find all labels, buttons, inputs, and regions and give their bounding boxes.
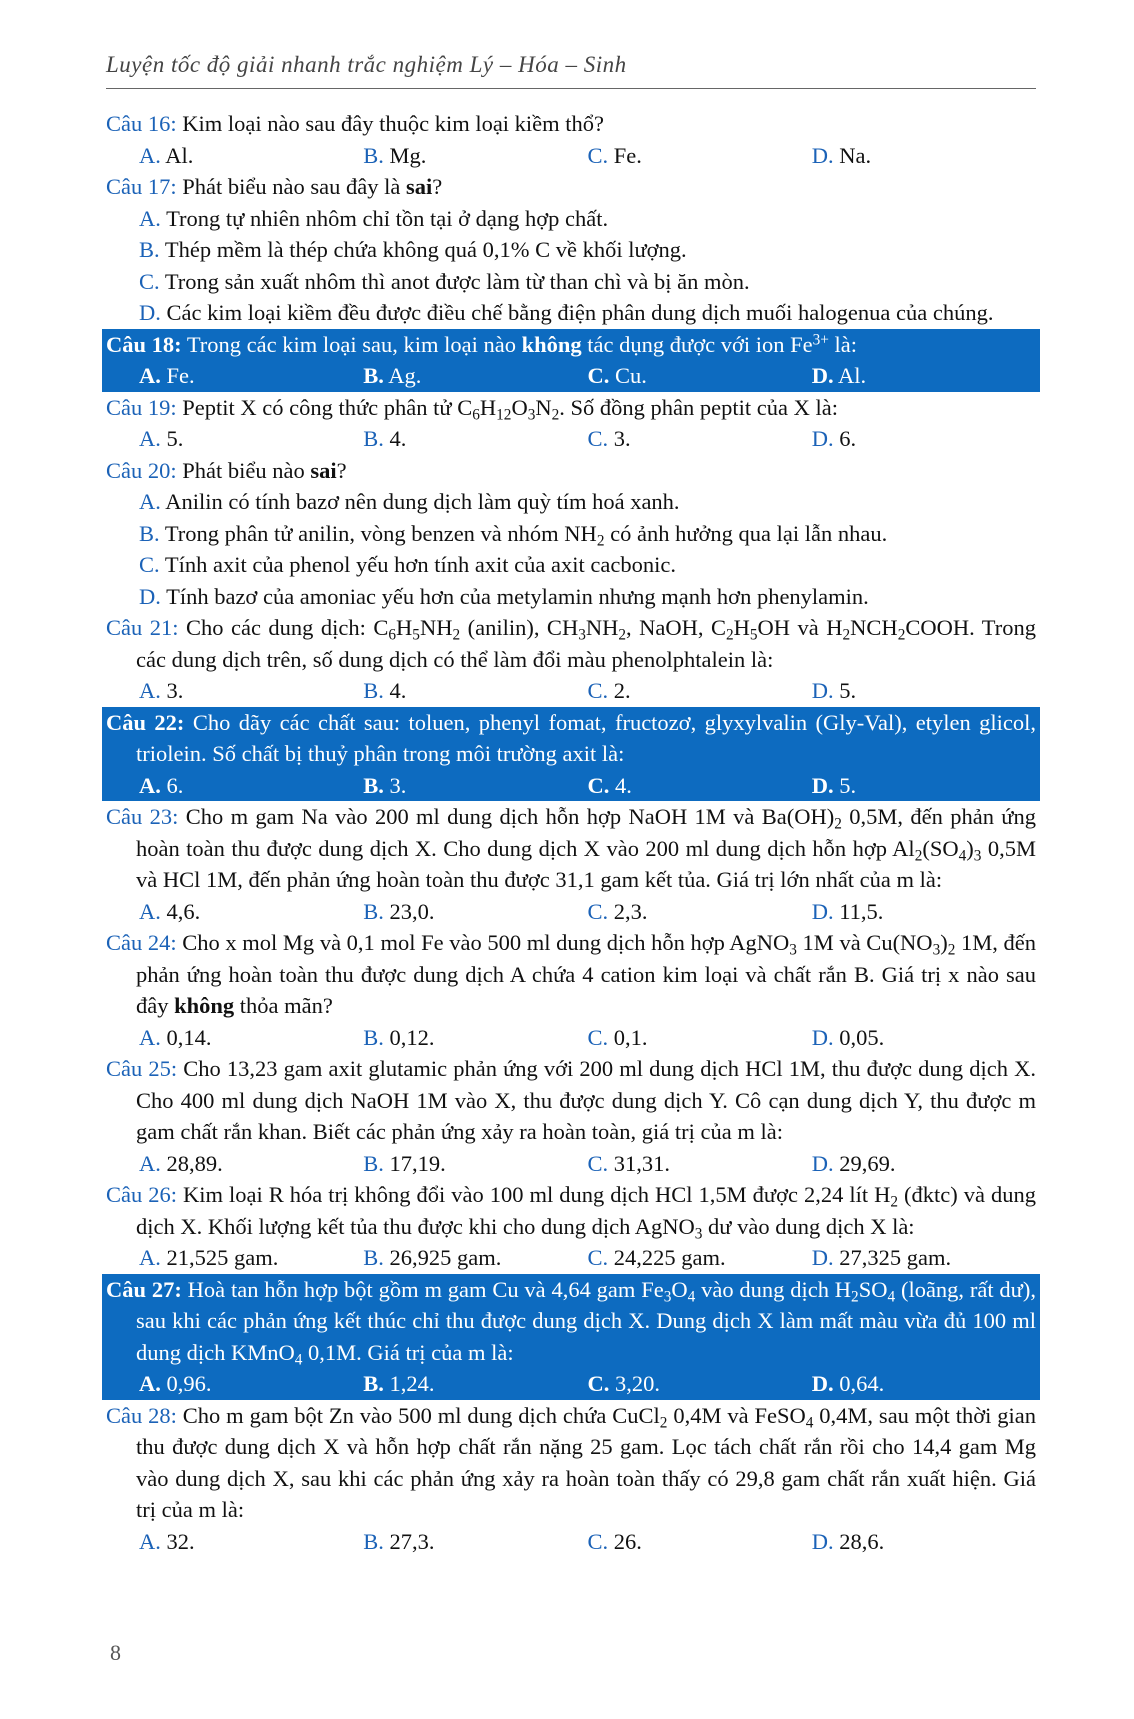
answer-option[interactable] [363, 675, 587, 707]
option-letter: C. [587, 898, 609, 924]
option-letter: B. [363, 1150, 384, 1176]
option-letter: B. [139, 237, 160, 262]
question-stem [106, 927, 1036, 1022]
answer-option[interactable] [106, 581, 1036, 613]
answer-option[interactable] [106, 203, 1036, 235]
question-stem [106, 392, 1036, 424]
question-q22 [102, 707, 1040, 802]
question-text: Cho các dung dịch: $C_6H_5NH_2$ (anilin), $CH_3NH_2$, NaOH, $C_2H_5OH$ và $H_2NCH_2COOH$. Trong các dung dịch trên, số dung dịch có thể làm đổi màu phenolphtalein là: [136, 615, 1036, 672]
option-text: 29,69. [833, 1150, 896, 1176]
answer-option[interactable] [812, 1368, 1036, 1400]
question-number: Câu 18: [106, 331, 182, 357]
option-text: 4,6. [160, 898, 201, 924]
option-letter: B. [363, 772, 384, 798]
option-text: Mg. [383, 142, 427, 168]
answer-option[interactable] [363, 1526, 587, 1558]
option-letter: A. [139, 1024, 161, 1050]
question-text: Peptit X có công thức phân tử $C_6H_{12}O_3N_2$. Số đồng phân peptit của X là: [176, 394, 838, 423]
question-stem [106, 171, 1036, 203]
answer-option[interactable] [812, 1022, 1036, 1054]
answer-options [106, 1022, 1036, 1054]
option-letter: C. [587, 678, 609, 703]
answer-option[interactable] [812, 896, 1036, 928]
question-number: Câu 28: [106, 1402, 177, 1428]
option-text: Trong sản xuất nhôm thì anot được làm từ than chì và bị ăn mòn. [159, 268, 750, 294]
question-number: Câu 23: [106, 804, 179, 829]
answer-option[interactable] [139, 423, 363, 455]
option-letter: B. [363, 678, 384, 703]
question-number: Câu 19: [106, 394, 177, 420]
question-number: Câu 20: [106, 457, 177, 483]
answer-option[interactable] [363, 1368, 587, 1400]
question-q19 [106, 392, 1036, 455]
question-text: Phát biểu nào sau đây là sai? [176, 174, 443, 199]
option-letter: D. [811, 426, 834, 451]
question-stem [106, 707, 1036, 770]
option-text: 28,89. [160, 1150, 223, 1176]
option-text: Cu. [609, 363, 647, 388]
option-letter: A. [139, 1371, 161, 1396]
answer-options [106, 1526, 1036, 1558]
question-q18 [102, 329, 1040, 392]
answer-option[interactable] [363, 1148, 587, 1180]
answer-option[interactable] [363, 360, 587, 392]
question-stem [106, 801, 1036, 896]
answer-options [106, 1242, 1036, 1274]
answer-option[interactable] [139, 1242, 363, 1274]
question-stem [106, 329, 1036, 361]
option-text: 6. [833, 426, 857, 451]
answer-options [106, 360, 1036, 392]
option-text: 3,20. [609, 1371, 660, 1396]
running-header: Luyện tốc độ giải nhanh trắc nghiệm Lý – Hóa – Sinh [106, 52, 627, 77]
answer-option[interactable] [363, 1242, 587, 1274]
question-q27 [102, 1274, 1040, 1400]
question-stem [106, 612, 1036, 675]
question-number: Câu 17: [106, 174, 177, 199]
answer-options [106, 140, 1036, 172]
option-text: 5. [160, 426, 184, 451]
option-letter: B. [363, 898, 384, 924]
option-text: Al. [833, 363, 867, 388]
question-text: Cho x mol Mg và 0,1 mol Fe vào 500 ml dung dịch hỗn hợp AgNO$_3$ 1M và $Cu(NO_3)_2$ 1M, đến phản ứng hoàn toàn thu được dung dịch A chứa 4 cation kim loại và chất rắn B. Giá trị x nào sau đây không thỏa mãn? [136, 930, 1037, 1018]
question-number: Câu 21: [106, 615, 179, 640]
option-text: 17,19. [383, 1150, 446, 1176]
question-list [106, 108, 1036, 1557]
option-letter: A. [139, 772, 161, 798]
option-letter: C. [587, 1024, 609, 1050]
answer-option[interactable] [106, 486, 1036, 518]
option-text: Thép mềm là thép chứa không quá 0,1% C về khối lượng. [159, 237, 687, 262]
option-letter: D. [811, 363, 834, 388]
answer-option[interactable] [588, 1368, 812, 1400]
option-letter: D. [811, 142, 834, 168]
option-letter: B. [139, 520, 160, 546]
option-text: 0,05. [833, 1024, 885, 1050]
option-text: 26,925 gam. [383, 1245, 502, 1270]
option-letter: C. [587, 772, 610, 798]
option-letter: B. [363, 142, 384, 168]
answer-option[interactable] [139, 1526, 363, 1558]
option-text: Anilin có tính bazơ nên dung dịch làm quỳ tím hoá xanh. [160, 489, 680, 514]
answer-option[interactable] [139, 1148, 363, 1180]
answer-option[interactable] [812, 360, 1036, 392]
option-text: 3. [160, 678, 184, 703]
answer-option[interactable] [588, 360, 812, 392]
answer-option[interactable] [139, 140, 363, 172]
option-text: 11,5. [833, 898, 884, 924]
option-text: 21,525 gam. [160, 1245, 279, 1270]
answer-option[interactable] [588, 423, 812, 455]
answer-option[interactable] [139, 1022, 363, 1054]
option-text: 5. [833, 772, 857, 798]
option-text: 4. [609, 772, 632, 798]
option-text: 0,96. [160, 1371, 212, 1396]
question-number: Câu 24: [106, 930, 177, 955]
question-number: Câu 22: [106, 709, 185, 735]
answer-option[interactable] [588, 896, 812, 928]
question-text: Trong các kim loại sau, kim loại nào không tác dụng được với ion $Fe^{3+}$ là: [181, 330, 858, 357]
option-text: 31,31. [608, 1150, 671, 1176]
option-letter: A. [139, 363, 161, 388]
answer-option[interactable] [363, 423, 587, 455]
option-letter: A. [139, 1245, 161, 1270]
question-q21 [106, 612, 1036, 707]
question-stem [106, 1053, 1036, 1148]
option-letter: C. [587, 142, 609, 168]
option-letter: D. [811, 1150, 834, 1176]
option-letter: B. [363, 363, 384, 388]
option-letter: C. [587, 1245, 609, 1270]
question-q28 [106, 1400, 1036, 1558]
answer-option[interactable] [588, 1148, 812, 1180]
option-text: 6. [160, 772, 184, 798]
option-letter: C. [587, 1528, 609, 1554]
question-text: Cho m gam Na vào 200 ml dung dịch hỗn hợp NaOH 1M và $Ba(OH)_2$ 0,5M, đến phản ứng hoàn toàn thu được dung dịch X. Cho dung dịch X vào 200 ml dung dịch hỗn hợp $Al_2(SO_4)_3$ 0,5M và HCl 1M, đến phản ứng hoàn toàn thu được 31,1 gam kết tủa. Giá trị lớn nhất của m là: [136, 804, 1036, 892]
answer-option[interactable] [106, 234, 1036, 266]
option-letter: D. [811, 1245, 834, 1270]
question-q20 [106, 455, 1036, 613]
option-text: Na. [833, 142, 872, 168]
option-text: Tính axit của phenol yếu hơn tính axit của axit cacbonic. [159, 552, 676, 577]
question-text: Kim loại nào sau đây thuộc kim loại kiềm thổ? [176, 111, 605, 136]
option-text: 3. [383, 772, 407, 798]
option-letter: A. [139, 142, 161, 168]
question-text: Phát biểu nào sai? [176, 457, 347, 483]
answer-option[interactable] [106, 549, 1036, 581]
answer-option[interactable] [106, 518, 1036, 550]
answer-option[interactable] [588, 1526, 812, 1558]
answer-option[interactable] [139, 1368, 363, 1400]
option-letter: B. [363, 1024, 384, 1050]
answer-option[interactable] [363, 896, 587, 928]
option-letter: A. [139, 1150, 161, 1176]
question-q24 [106, 927, 1036, 1053]
question-q17 [106, 171, 1036, 329]
answer-option[interactable] [363, 770, 587, 802]
option-text: Trong tự nhiên nhôm chỉ tồn tại ở dạng hợp chất. [160, 205, 609, 231]
option-letter: D. [811, 772, 834, 798]
option-letter: A. [139, 1528, 161, 1554]
question-number: Câu 27: [106, 1276, 182, 1302]
option-text: Các kim loại kiềm đều được điều chế bằng điện phân dung dịch muối halogenua của chúng. [160, 300, 994, 325]
answer-option[interactable] [363, 1022, 587, 1054]
option-text: 26. [608, 1528, 642, 1554]
answer-options [106, 675, 1036, 707]
answer-option[interactable] [363, 140, 587, 172]
option-letter: D. [139, 300, 161, 325]
question-number: Câu 26: [106, 1182, 177, 1207]
option-text: 1,24. [383, 1371, 435, 1396]
question-text: Cho dãy các chất sau: toluen, phenyl fomat, fructozơ, glyxylvalin (Gly-Val), etylen glicol, triolein. Số chất bị thuỷ phân trong môi trường axit là: [136, 709, 1036, 766]
answer-option[interactable] [812, 1526, 1036, 1558]
option-text: Ag. [383, 363, 422, 388]
option-letter: A. [139, 678, 161, 703]
option-text: 28,6. [833, 1528, 885, 1554]
option-letter: B. [363, 1371, 384, 1396]
option-text: 0,64. [833, 1371, 885, 1396]
option-letter: D. [811, 898, 834, 924]
option-letter: D. [811, 1024, 834, 1050]
option-letter: C. [139, 268, 160, 294]
question-text: Cho 13,23 gam axit glutamic phản ứng với 200 ml dung dịch HCl 1M, thu được dung dịch X. Cho 400 ml dung dịch NaOH 1M vào X, thu được dung dịch Y. Cô cạn dung dịch Y, thu được m gam chất rắn khan. Biết các phản ứng xảy ra hoàn toàn, giá trị của m là: [136, 1056, 1036, 1144]
option-letter: C. [587, 1150, 609, 1176]
answer-option[interactable] [139, 770, 363, 802]
question-stem [106, 108, 1036, 140]
option-text: 4. [383, 426, 407, 451]
answer-options [106, 1148, 1036, 1180]
option-text: 27,3. [383, 1528, 435, 1554]
answer-options [106, 1368, 1036, 1400]
option-letter: D. [139, 583, 161, 609]
option-text: Tính bazơ của amoniac yếu hơn của metylamin nhưng mạnh hơn phenylamin. [160, 583, 869, 609]
option-text: 2. [608, 678, 631, 703]
question-q25 [106, 1053, 1036, 1179]
question-stem [106, 1400, 1036, 1526]
answer-option[interactable] [106, 297, 1036, 329]
answer-option[interactable] [812, 770, 1036, 802]
option-letter: B. [363, 1245, 384, 1270]
answer-option[interactable] [588, 1022, 812, 1054]
option-letter: A. [139, 898, 161, 924]
answer-options [106, 423, 1036, 455]
option-text: Al. [160, 142, 194, 168]
option-text: Fe. [608, 142, 642, 168]
option-letter: C. [587, 1371, 610, 1396]
option-letter: D. [811, 1371, 834, 1396]
question-q26 [106, 1179, 1036, 1274]
option-text: 32. [160, 1528, 195, 1554]
option-letter: D. [811, 678, 834, 703]
option-text: 2,3. [608, 898, 648, 924]
option-text: 5. [833, 678, 857, 703]
question-text: Kim loại R hóa trị không đổi vào 100 ml dung dịch HCl 1,5M được 2,24 lít $H_2$ (đktc) và dung dịch X. Khối lượng kết tủa thu được khi cho dung dịch AgNO$_3$ dư vào dung dịch X là: [136, 1182, 1036, 1242]
answer-option[interactable] [139, 675, 363, 707]
answer-option[interactable] [812, 1242, 1036, 1274]
header-divider [106, 88, 1036, 89]
option-text: 0,1. [608, 1024, 648, 1050]
answer-option[interactable] [106, 266, 1036, 298]
question-stem [106, 1179, 1036, 1242]
option-letter: B. [363, 1528, 384, 1554]
option-letter: A. [139, 205, 161, 231]
option-text: 3. [608, 426, 631, 451]
answer-option[interactable] [812, 675, 1036, 707]
answer-option[interactable] [812, 1148, 1036, 1180]
answer-options [106, 896, 1036, 928]
answer-option[interactable] [139, 896, 363, 928]
option-letter: B. [363, 426, 384, 451]
question-stem [106, 1274, 1036, 1369]
option-letter: C. [587, 363, 610, 388]
answer-option[interactable] [588, 1242, 812, 1274]
answer-options [106, 770, 1036, 802]
question-q16 [106, 108, 1036, 171]
option-text: 0,14. [160, 1024, 212, 1050]
question-number: Câu 25: [106, 1056, 178, 1081]
question-stem [106, 455, 1036, 487]
answer-option[interactable] [812, 140, 1036, 172]
option-text: Fe. [160, 363, 195, 388]
option-text: Trong phân tử anilin, vòng benzen và nhóm $NH_2$ có ảnh hưởng qua lại lẫn nhau. [159, 520, 888, 549]
option-text: 0,12. [383, 1024, 435, 1050]
option-text: 4. [383, 678, 407, 703]
question-q23 [106, 801, 1036, 927]
option-letter: A. [139, 489, 161, 514]
option-letter: A. [139, 426, 161, 451]
answer-option[interactable] [588, 770, 812, 802]
option-text: 23,0. [383, 898, 435, 924]
question-text: Cho m gam bột Zn vào 500 ml dung dịch chứa CuCl$_2$ 0,4M và FeSO$_4$ 0,4M, sau một thời gian thu được dung dịch X và hỗn hợp chất rắn nặng 25 gam. Lọc tách chất rắn rồi cho 14,4 gam Mg vào dung dịch X, sau khi các phản ứng xảy ra hoàn toàn thấy có 29,8 gam chất rắn xuất hiện. Giá trị của m là: [136, 1402, 1036, 1522]
option-letter: C. [587, 426, 609, 451]
option-letter: D. [811, 1528, 834, 1554]
answer-option[interactable] [588, 140, 812, 172]
page-number: 8 [110, 1640, 121, 1665]
question-text: Hoà tan hỗn hợp bột gồm m gam Cu và 4,64 gam $Fe_3O_4$ vào dung dịch $H_2SO_4$ (loãng, rất dư), sau khi các phản ứng kết thúc chỉ thu được dung dịch X. Dung dịch X làm mất màu vừa đủ 100 ml dung dịch KMnO$_4$ 0,1M. Giá trị của m là: [136, 1276, 1036, 1368]
option-text: 24,225 gam. [608, 1245, 726, 1270]
option-text: 27,325 gam. [833, 1245, 952, 1270]
answer-option[interactable] [139, 360, 363, 392]
question-number: Câu 16: [106, 111, 177, 136]
answer-option[interactable] [588, 675, 812, 707]
option-letter: C. [139, 552, 160, 577]
answer-option[interactable] [812, 423, 1036, 455]
